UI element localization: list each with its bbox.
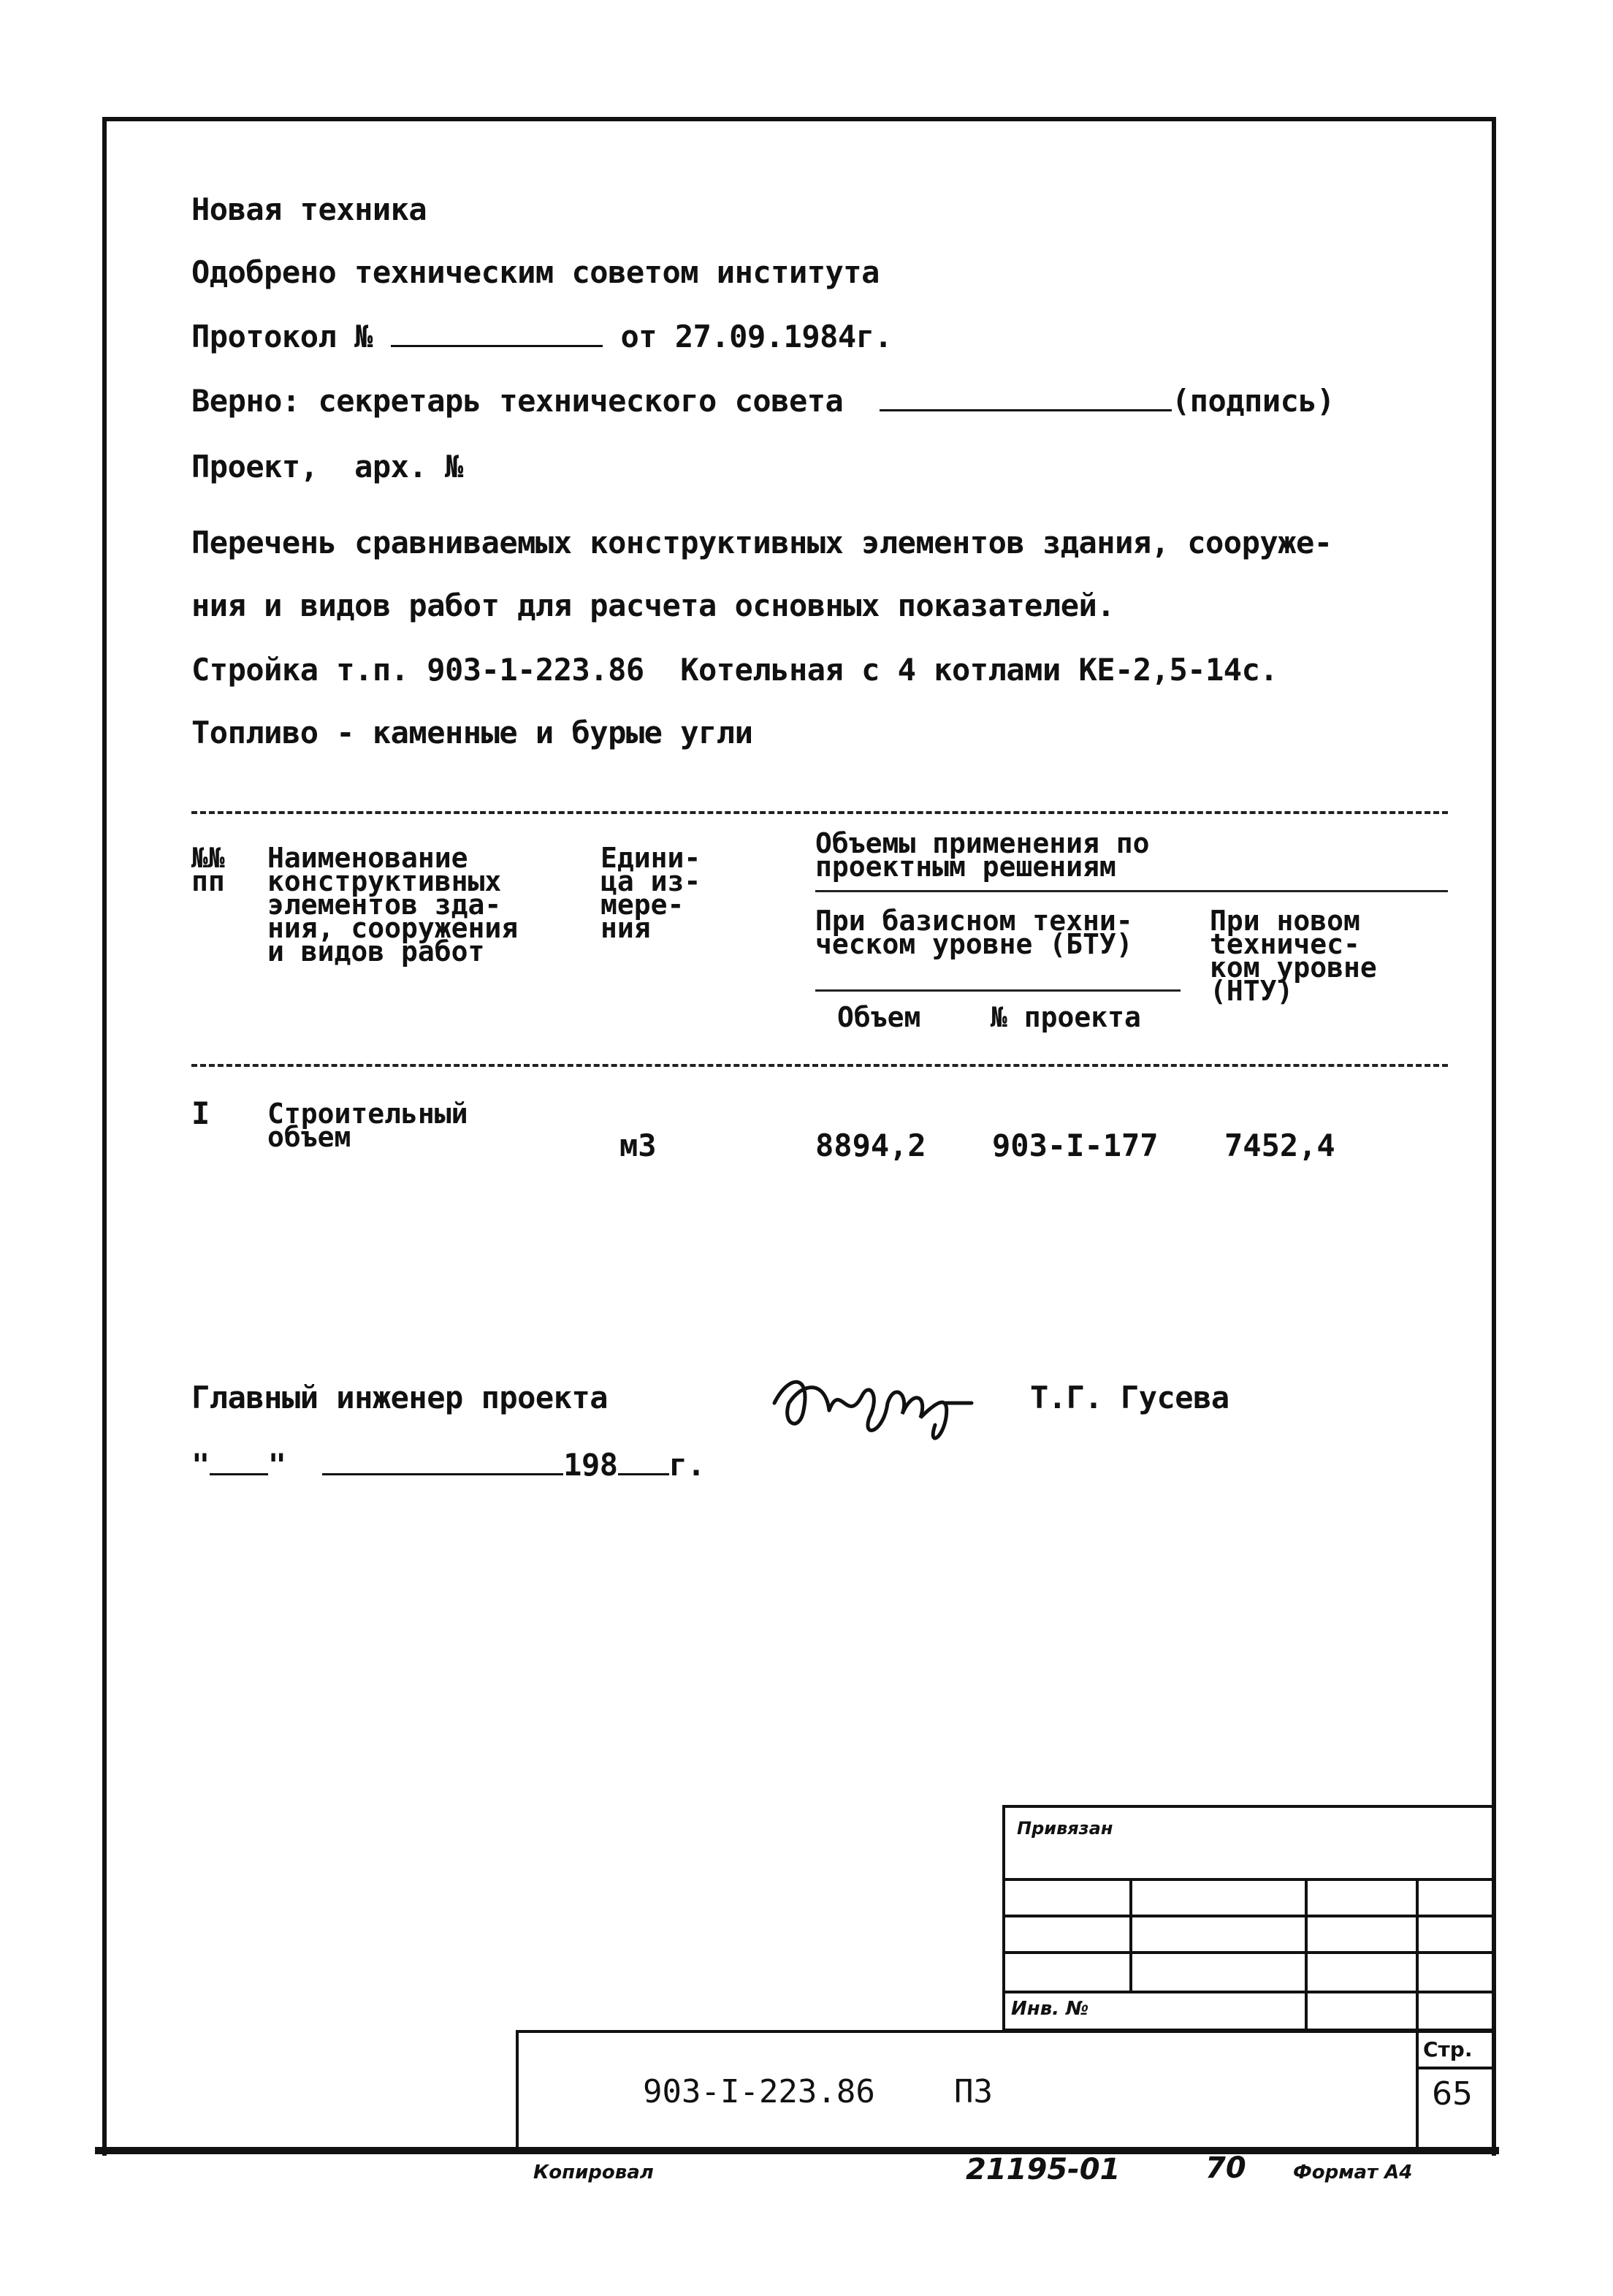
date-quote-open: ": [191, 1447, 210, 1483]
col-header-volume: Объем: [837, 1001, 921, 1033]
col-header-number: №№ пп: [191, 842, 225, 897]
date-year-blank: [618, 1451, 669, 1475]
stamp-attached-label: Привязан: [1017, 1818, 1113, 1839]
stamp-vline-3: [1416, 1878, 1419, 2031]
col-header-ntu: При новом tехничес- ком уровне (НТУ): [1210, 905, 1377, 1007]
bottom-rule: [95, 2147, 1499, 2154]
btu-header-rule: [815, 989, 1181, 992]
date-quote-close: ": [267, 1447, 286, 1483]
description-line-3: Стройка т.п. 903-1-223.86 Котельная с 4 котлами КЕ-2,5-14с.: [191, 652, 1278, 688]
row-project: 903-I-177: [992, 1128, 1159, 1163]
stamp-hline-4: [1002, 1991, 1496, 1993]
date-month-blank: [322, 1451, 563, 1475]
handwritten-signature: [760, 1352, 994, 1454]
stamp-vline-1: [1129, 1878, 1132, 1991]
col-header-unit: Едини- ца из- мере- ния: [600, 842, 701, 944]
date-day-blank: [210, 1451, 268, 1475]
stamp-inv-label: Инв. №: [1011, 1998, 1089, 2020]
header-verified: [191, 383, 1335, 419]
footer-sheet: 70: [1205, 2151, 1246, 2185]
row-unit: м3: [619, 1128, 657, 1163]
stamp-hline-2: [1002, 1915, 1496, 1917]
table-header-bottom-rule: [191, 1064, 1448, 1067]
stamp-hline-1: [1002, 1878, 1496, 1881]
title-block-code: 903-I-223.86: [643, 2073, 875, 2110]
signature-date: [191, 1447, 705, 1483]
chief-engineer-name: Т.Г. Гусева: [1030, 1380, 1229, 1415]
footer-order: 21195-01: [966, 2153, 1121, 2186]
volumes-header-rule: [815, 890, 1448, 892]
title-block-page-divider: [1416, 2067, 1496, 2069]
row-volume: 8894,2: [815, 1128, 926, 1163]
description-line-2: ния и видов работ для расчета основных показателей.: [191, 588, 1116, 623]
description-line-1: Перечень сравниваемых конструктивных элементов здания, сооруже-: [191, 525, 1332, 560]
verified-prefix: Верно: секретарь технического совета: [191, 383, 844, 419]
protocol-prefix: Протокол №: [191, 319, 373, 354]
title-block-page-label: Стр.: [1423, 2037, 1473, 2061]
title-block-page-number: 65: [1432, 2075, 1473, 2113]
protocol-number-blank: [391, 323, 603, 347]
col-header-name: Наименование конструктивных элементов зда- ния, сооружения и видов работ: [267, 842, 519, 968]
stamp-vline-2: [1305, 1878, 1308, 2031]
chief-engineer-title: Главный инженер проекта: [191, 1380, 609, 1415]
header-project: Проект, арх. №: [191, 449, 463, 484]
signature-blank: [880, 387, 1172, 411]
table-top-rule: [191, 811, 1448, 814]
header-line-approved: Одобрено техническим советом института: [191, 254, 880, 290]
footer-format: Формат А4: [1293, 2162, 1413, 2183]
title-block-doc: ПЗ: [954, 2073, 993, 2110]
date-suffix: г.: [668, 1447, 706, 1483]
col-header-btu: При базисном техни- ческом уровне (БТУ): [815, 905, 1133, 960]
header-protocol: [191, 319, 892, 354]
row-name: Строительный объем: [267, 1098, 468, 1153]
header-line-new-tech: Новая техника: [191, 191, 427, 227]
description-line-4: Топливо - каменные и бурые угли: [191, 715, 753, 750]
col-header-project: № проекта: [991, 1001, 1141, 1033]
row-ntu: 7452,4: [1224, 1128, 1335, 1163]
protocol-date: от 27.09.1984г.: [620, 319, 893, 354]
col-header-volumes: Объемы применения по проектным решениям: [815, 827, 1150, 883]
date-year: 198: [563, 1447, 618, 1483]
footer-copied: Копировал: [533, 2162, 654, 2183]
row-number: I: [191, 1095, 210, 1131]
stamp-hline-3: [1002, 1951, 1496, 1954]
verified-suffix: (подпись): [1171, 383, 1335, 419]
title-block-vline: [1416, 2030, 1419, 2147]
